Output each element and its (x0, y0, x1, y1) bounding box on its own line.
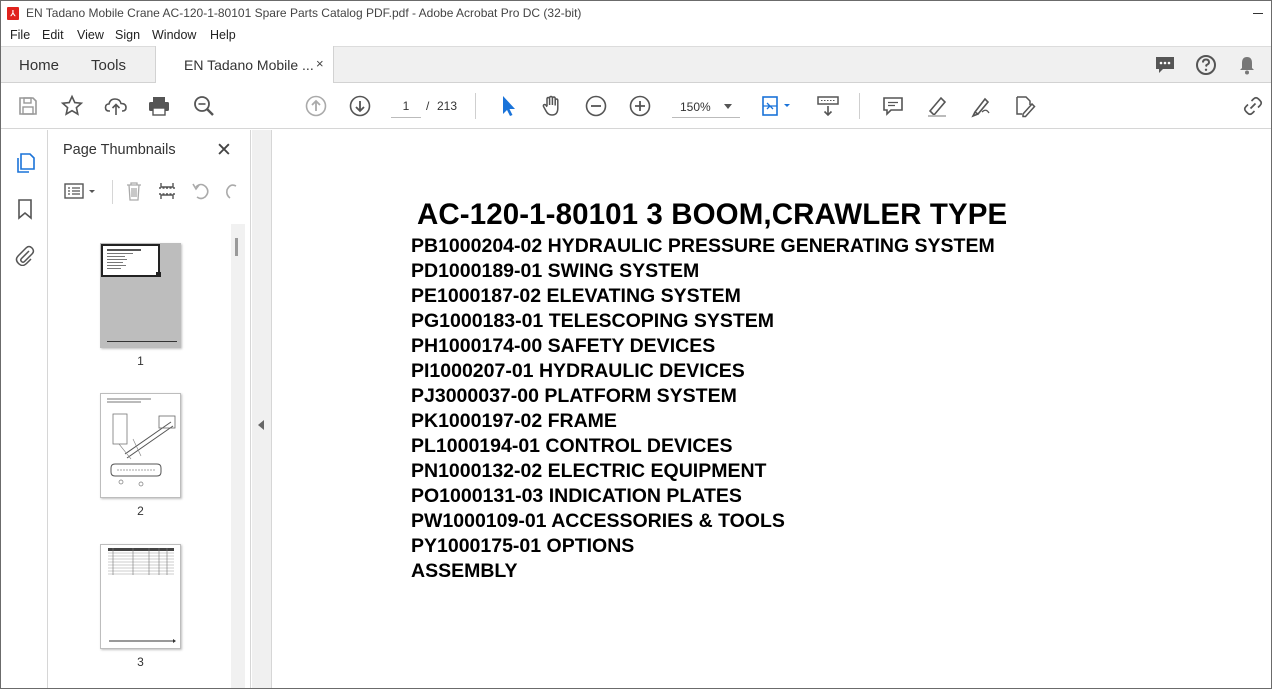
total-pages: 213 (437, 99, 458, 113)
section-line: PJ3000037-00 PLATFORM SYSTEM (411, 385, 737, 407)
fit-page-icon[interactable] (759, 94, 795, 118)
thumbnail-drawing (101, 394, 180, 497)
section-line: ASSEMBLY (411, 560, 518, 582)
tab-bar (1, 46, 1271, 83)
thumbnail-list (48, 220, 233, 689)
close-tab-button[interactable]: × (316, 56, 324, 71)
share-link-icon[interactable] (1241, 94, 1265, 118)
next-page-icon[interactable] (348, 94, 372, 118)
thumbnail-label: 2 (137, 504, 144, 518)
chevron-down-icon (724, 104, 732, 109)
add-comment-icon[interactable] (881, 94, 905, 118)
document-heading: AC-120-1-80101 3 BOOM,CRAWLER TYPE (417, 198, 1008, 231)
draw-pen-icon[interactable] (969, 94, 993, 118)
hand-tool-icon[interactable] (540, 94, 564, 118)
delete-pages-icon[interactable] (123, 180, 145, 202)
comments-icon[interactable] (1154, 54, 1176, 76)
section-line: PO1000131-03 INDICATION PLATES (411, 485, 742, 507)
section-line: PN1000132-02 ELECTRIC EQUIPMENT (411, 460, 767, 482)
notifications-bell-icon[interactable] (1236, 54, 1258, 76)
section-line: PG1000183-01 TELESCOPING SYSTEM (411, 310, 775, 332)
main-toolbar (1, 83, 1271, 129)
menu-view[interactable]: View (77, 28, 104, 42)
zoom-in-icon[interactable] (628, 94, 652, 118)
section-line: PI1000207-01 HYDRAULIC DEVICES (411, 360, 745, 382)
tab-document-label: EN Tadano Mobile ... (184, 57, 314, 73)
thumbnail-viewport-box[interactable] (101, 244, 160, 277)
section-line: PK1000197-02 FRAME (411, 410, 617, 432)
select-cursor-icon[interactable] (497, 94, 521, 118)
fill-sign-icon[interactable] (1012, 94, 1036, 118)
window-title: EN Tadano Mobile Crane AC-120-1-80101 Spare Parts Catalog PDF.pdf - Adobe Acrobat Pro DC (32-bit) (26, 6, 582, 20)
menu-sign[interactable]: Sign (115, 28, 141, 42)
bookmark-star-icon[interactable] (60, 94, 84, 118)
help-icon[interactable] (1195, 54, 1217, 76)
page-thumbnails-icon[interactable] (14, 152, 36, 174)
section-list (411, 234, 995, 584)
toolbar-divider (859, 93, 860, 119)
menu-bar (1, 26, 1271, 46)
menu-window[interactable]: Window (152, 28, 197, 42)
document-view[interactable] (273, 130, 1271, 689)
page-thumbnails-panel (48, 130, 251, 689)
thumbnail-label: 3 (137, 655, 144, 669)
section-line: PD1000189-01 SWING SYSTEM (411, 260, 700, 282)
previous-page-icon[interactable] (304, 94, 328, 118)
minimize-button[interactable] (1251, 4, 1265, 18)
zoom-level-value: 150% (680, 100, 711, 114)
menu-edit[interactable]: Edit (42, 28, 64, 42)
print-icon[interactable] (147, 94, 171, 118)
section-line: PY1000175-01 OPTIONS (411, 535, 635, 557)
acrobat-app-icon: ⅄ (7, 7, 19, 20)
navigation-rail (1, 130, 48, 689)
thumbnail-page-1[interactable] (100, 243, 181, 348)
panel-splitter[interactable] (252, 130, 272, 689)
save-icon[interactable] (16, 94, 40, 118)
tab-home[interactable]: Home (19, 57, 60, 74)
thumbnail-scrollbar[interactable] (231, 224, 245, 689)
collapse-panel-arrow-icon[interactable] (258, 420, 264, 430)
scrollbar-handle[interactable] (235, 238, 238, 256)
share-upload-icon[interactable] (104, 94, 128, 118)
menu-help[interactable]: Help (210, 28, 236, 42)
section-line: PW1000109-01 ACCESSORIES & TOOLS (411, 510, 785, 532)
title-bar (1, 1, 1271, 26)
panel-toolbar-divider (112, 180, 113, 204)
thumbnail-table (101, 545, 180, 648)
thumbnail-page-3[interactable] (100, 544, 181, 649)
rotate-counterclockwise-icon[interactable] (190, 180, 212, 202)
highlight-pen-icon[interactable] (925, 94, 949, 118)
page-separator: / (426, 99, 430, 113)
bookmarks-icon[interactable] (14, 198, 36, 220)
panel-title: Page Thumbnails (63, 142, 176, 158)
search-zoom-icon[interactable] (192, 94, 216, 118)
menu-file[interactable]: File (10, 28, 31, 42)
thumbnail-label: 1 (137, 354, 144, 368)
rotate-clockwise-icon[interactable] (224, 180, 238, 202)
section-line: PH1000174-00 SAFETY DEVICES (411, 335, 716, 357)
section-line: PB1000204-02 HYDRAULIC PRESSURE GENERATING SYSTEM (411, 235, 995, 257)
close-panel-button[interactable]: ✕ (216, 140, 232, 161)
attachments-paperclip-icon[interactable] (14, 244, 36, 266)
page-number-input[interactable]: 1 (391, 94, 421, 118)
section-line: PE1000187-02 ELEVATING SYSTEM (411, 285, 741, 307)
tab-tools[interactable]: Tools (91, 57, 127, 74)
toolbar-divider (475, 93, 476, 119)
section-line: PL1000194-01 CONTROL DEVICES (411, 435, 733, 457)
thumbnail-page-2[interactable] (100, 393, 181, 498)
tab-document[interactable] (155, 46, 334, 83)
zoom-level-select[interactable] (672, 94, 740, 118)
scroll-mode-icon[interactable] (816, 94, 840, 118)
thumbnail-options-icon[interactable] (63, 180, 99, 202)
extract-pages-icon[interactable] (156, 180, 178, 202)
zoom-out-icon[interactable] (584, 94, 608, 118)
